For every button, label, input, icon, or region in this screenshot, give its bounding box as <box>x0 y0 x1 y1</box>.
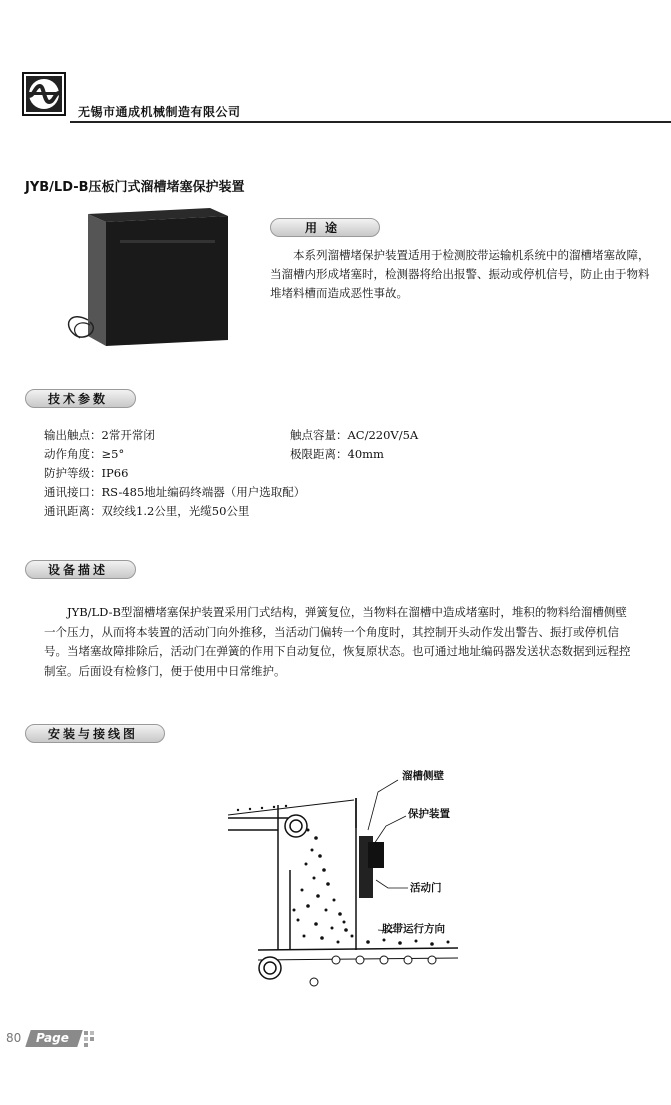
param-output-contact: 输出触点：2常开常闭 <box>44 428 155 442</box>
label-movable-door: 活动门 <box>410 882 442 894</box>
page-number: 80 <box>6 1031 22 1045</box>
product-photo <box>60 200 250 350</box>
section-description-heading: 设备描述 <box>25 560 136 579</box>
installation-diagram <box>228 760 488 990</box>
label-belt-direction: 胶带运行方向 <box>382 923 445 935</box>
company-name: 无锡市通成机械制造有限公司 <box>78 105 241 119</box>
label-chute-wall: 溜槽侧壁 <box>402 770 444 782</box>
label-protector: 保护装置 <box>408 808 450 820</box>
section-usage-heading: 用途 <box>270 218 380 237</box>
param-interface: 通讯接口：RS-485地址编码终端器（用户选取配） <box>44 485 306 499</box>
param-limit-distance: 极限距离：40mm <box>290 447 384 461</box>
section-wiring-heading: 安装与接线图 <box>25 724 165 743</box>
page-title: JYB/LD-B压板门式溜槽堵塞保护装置 <box>25 180 245 195</box>
description-text: JYB/LD-B型溜槽堵塞保护装置采用门式结构，弹簧复位，当物料在溜槽中造成堵塞时，堆积的物料给溜槽侧壁一个压力，从而将本装置的活动门向外推移，当活动门偏转一个角度时，其控制开头动作发出警告、振打或停机信号。当堵塞故障排除后，活动门在弹簧的作用下自动复位，恢复原状态。也可通过地址编码器发送状态数据到远程控制室。后面设有检修门，便于使用中日常维护。 <box>44 605 631 678</box>
lower-pulley <box>259 957 281 979</box>
section-tech-heading: 技术参数 <box>25 389 136 408</box>
param-action-angle: 动作角度：≥5° <box>44 447 125 461</box>
usage-text: 本系列溜槽堵保护装置适用于检测胶带运输机系统中的溜槽堵塞故障，当溜槽内形成堵塞时，检测器将给出报警、振动或停机信号，防止由于物料堆堵料槽而造成恶性事故。 <box>270 248 650 300</box>
conveyor-belt <box>258 948 458 950</box>
upper-pulley <box>285 815 307 837</box>
header-divider <box>70 121 671 123</box>
param-protection-level: 防护等级：IP66 <box>44 466 129 480</box>
param-comm-distance: 通讯距离：双绞线1.2公里，光缆50公里 <box>44 504 250 518</box>
company-logo <box>22 72 66 116</box>
param-contact-capacity: 触点容量：AC/220V/5A <box>290 428 419 442</box>
page-label: Page <box>36 1031 69 1045</box>
